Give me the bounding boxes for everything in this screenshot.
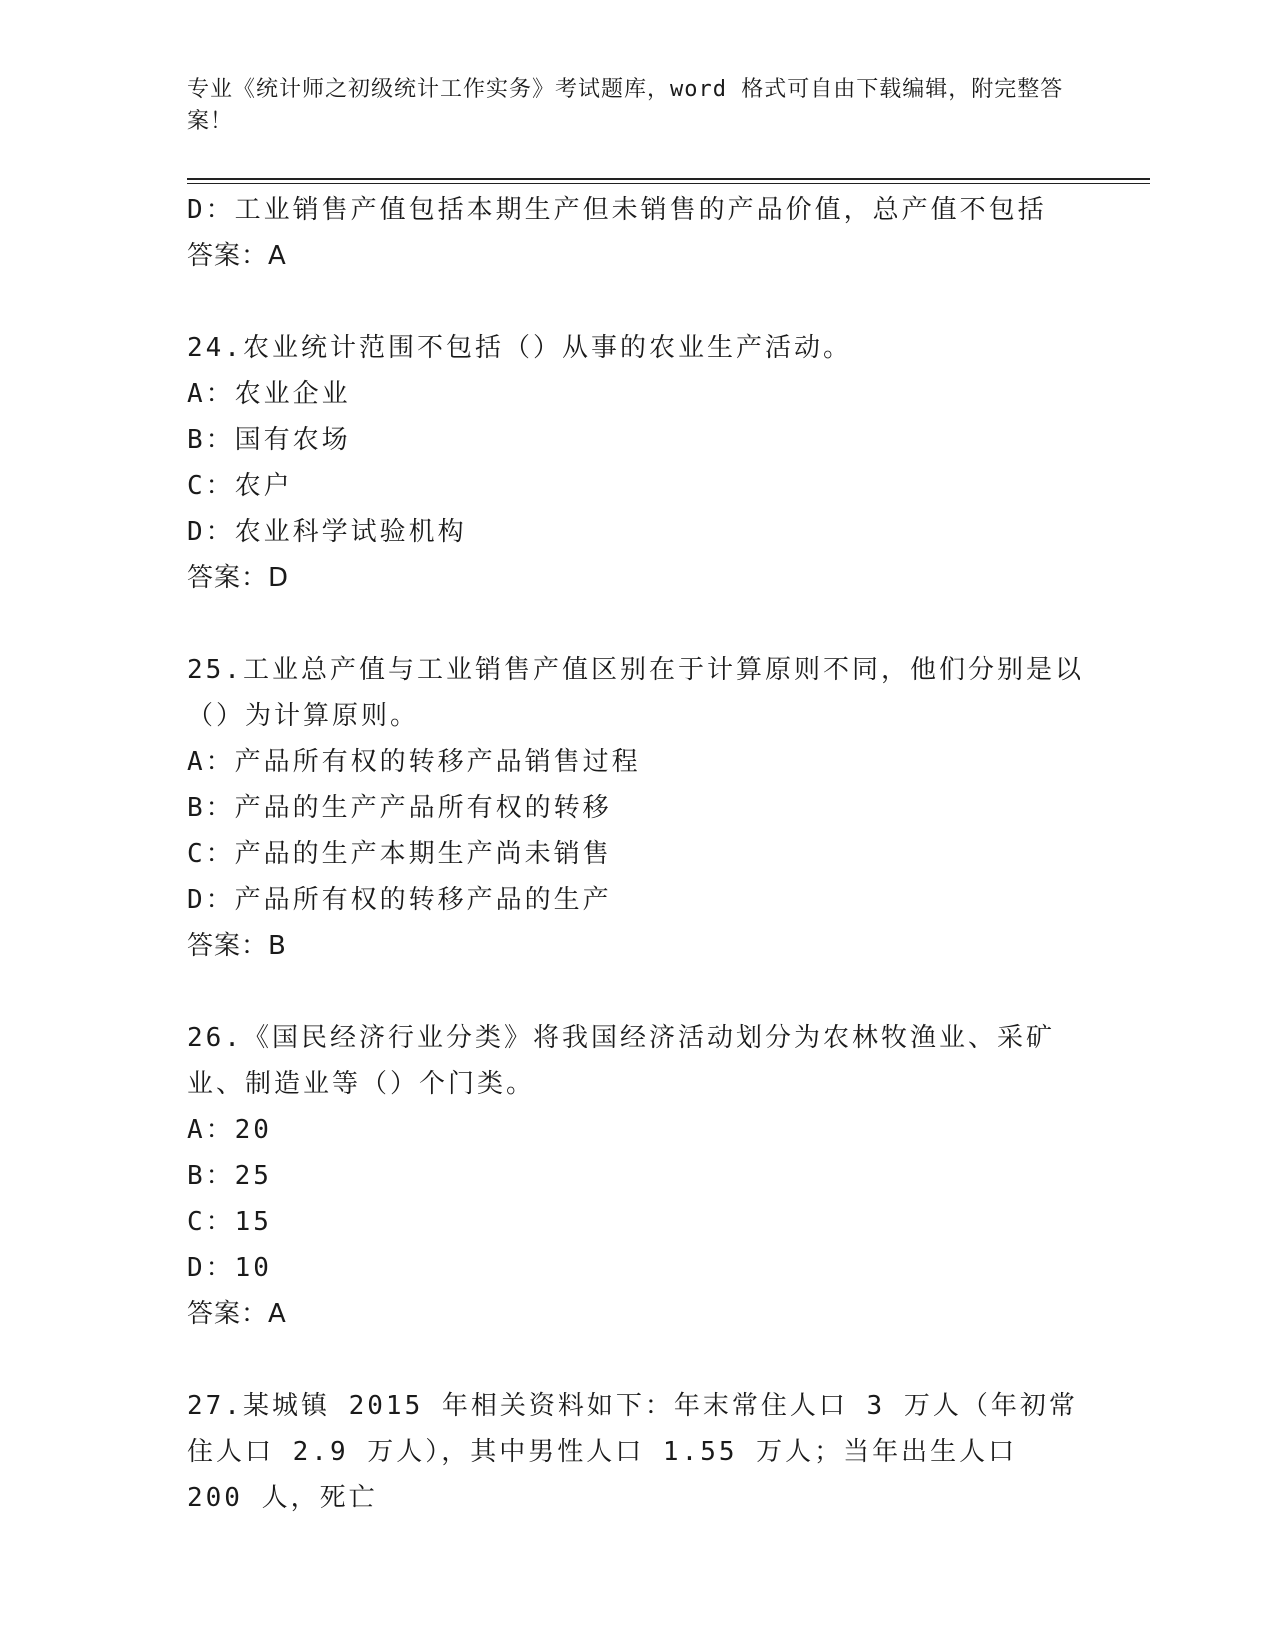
question-23-answer: 答案：A xyxy=(187,241,287,271)
option-a: A：20 xyxy=(187,1115,272,1145)
header-rule-thin xyxy=(187,183,1150,184)
option-d: D：农业科学试验机构 xyxy=(187,517,467,547)
option-a: A：产品所有权的转移产品销售过程 xyxy=(187,747,641,777)
answer: 答案：B xyxy=(187,931,287,961)
question-25 xyxy=(187,647,1087,969)
question-stem: 25.工业总产值与工业销售产值区别在于计算原则不同，他们分别是以（）为计算原则。 xyxy=(187,655,1084,731)
option-c: C：农户 xyxy=(187,471,293,501)
option-b: B：产品的生产产品所有权的转移 xyxy=(187,793,612,823)
option-d: D：10 xyxy=(187,1253,272,1283)
option-b: B：25 xyxy=(187,1161,272,1191)
question-27 xyxy=(187,1383,1087,1521)
question-stem: 26.《国民经济行业分类》将我国经济活动划分为农林牧渔业、采矿业、制造业等（）个门类。 xyxy=(187,1023,1055,1099)
option-a: A：农业企业 xyxy=(187,379,351,409)
question-stem: 27.某城镇 2015 年相关资料如下：年末常住人口 3 万人（年初常住人口 2.9 万人），其中男性人口 1.55 万人；当年出生人口 200 人，死亡 xyxy=(187,1391,1078,1513)
question-23-option-d: D：工业销售产值包括本期生产但未销售的产品价值，总产值不包括 xyxy=(187,195,1047,225)
page-header: 专业《统计师之初级统计工作实务》考试题库，word 格式可自由下载编辑，附完整答案！ xyxy=(187,77,1064,134)
option-c: C：产品的生产本期生产尚未销售 xyxy=(187,839,612,869)
question-26 xyxy=(187,1015,1087,1337)
question-24 xyxy=(187,325,1087,601)
answer: 答案：D xyxy=(187,563,290,593)
option-c: C：15 xyxy=(187,1207,272,1237)
header-rule-thick xyxy=(187,178,1150,180)
exam-content xyxy=(187,187,1087,1521)
option-b: B：国有农场 xyxy=(187,425,351,455)
answer: 答案：A xyxy=(187,1299,287,1329)
question-stem: 24.农业统计范围不包括（）从事的农业生产活动。 xyxy=(187,333,852,363)
option-d: D：产品所有权的转移产品的生产 xyxy=(187,885,612,915)
